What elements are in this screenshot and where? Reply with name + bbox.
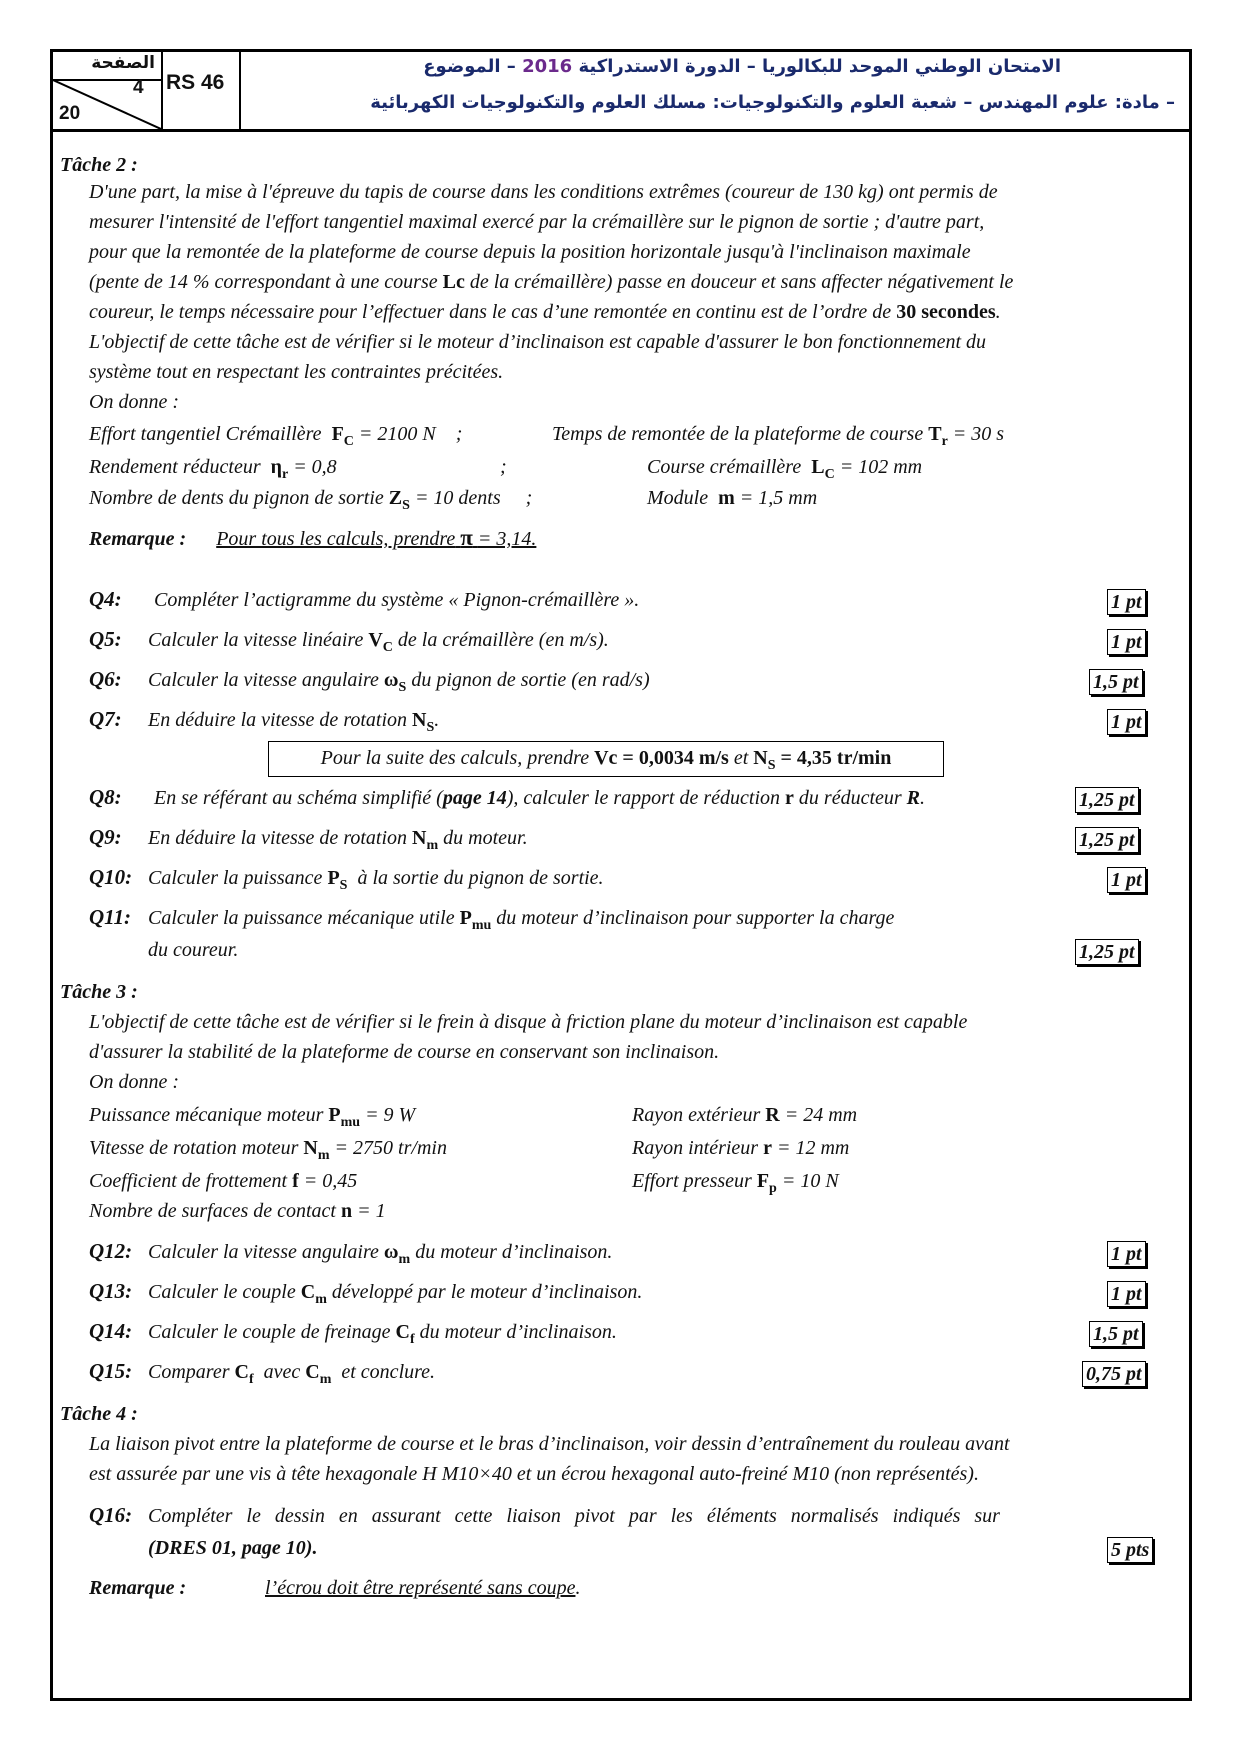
t2-line-4a: (pente de 14 % correspondant à une course [89, 271, 438, 293]
pmu-sub: mu [340, 1115, 361, 1130]
q14-text [148, 1321, 617, 1348]
t3-line-2: d'assurer la stabilité de la plateforme de course en conservant son inclinaison. [89, 1041, 720, 1063]
pmu-label: Puissance mécanique moteur [89, 1104, 324, 1126]
q8-b: ), calculer le rapport de réduction [506, 787, 781, 809]
q10-num: Q10: [89, 865, 133, 889]
nm-label: Vitesse de rotation moteur [89, 1137, 299, 1159]
q13-b: développé par le moteur d’inclinaison. [331, 1281, 643, 1303]
t2-line-1: D'une part, la mise à l'épreuve du tapis de course dans les conditions extrêmes (coureur de 130 kg) ont permis de [89, 181, 998, 203]
eta-val: = 0,8 [293, 456, 337, 478]
eta-sub: r [281, 467, 289, 482]
q11-sub: mu [471, 918, 492, 933]
q12-a: Calculer la vitesse angulaire [148, 1241, 379, 1263]
data-eta [89, 456, 337, 483]
pi-symbol: π [460, 525, 473, 550]
f-label: Coefficient de frottement [89, 1170, 288, 1192]
q16-ref [148, 1537, 317, 1560]
q7-a: En déduire la vitesse de rotation [148, 709, 408, 731]
q5-points: 1 pt [1107, 629, 1146, 655]
q12-num: Q12: [89, 1239, 133, 1263]
t3-on-donne: On donne : [89, 1071, 179, 1093]
tr-sym: T [928, 423, 942, 445]
q9-b: du moteur. [443, 827, 528, 849]
q8-c: du réducteur [798, 787, 902, 809]
q7-text [148, 709, 439, 736]
q6-text [148, 669, 650, 696]
remark-label: Remarque : [89, 528, 187, 550]
fp-sub: p [769, 1181, 777, 1196]
fp-label: Effort presseur [632, 1170, 752, 1192]
q5-a: Calculer la vitesse linéaire [148, 629, 364, 651]
r-label: Rayon intérieur [632, 1137, 759, 1159]
q4-points: 1 pt [1107, 589, 1146, 615]
R-sym: R [765, 1104, 780, 1126]
box-vc: Vc = 0,0034 m/s [594, 747, 729, 769]
data-n [89, 1200, 386, 1223]
q10-text [148, 867, 604, 894]
remark-t4 [89, 1577, 186, 1600]
fc-sub: C [343, 434, 354, 449]
q14-b: du moteur d’inclinaison. [419, 1321, 617, 1343]
q8-sym2: R [906, 787, 921, 809]
exam-title [243, 52, 1187, 129]
R-label: Rayon extérieur [632, 1104, 761, 1126]
q12-points: 1 pt [1107, 1241, 1146, 1267]
R-val: = 24 mm [784, 1104, 858, 1126]
r-sym: r [763, 1137, 772, 1159]
q6-a: Calculer la vitesse angulaire [148, 669, 379, 691]
q13-a: Calculer le couple [148, 1281, 296, 1303]
q8-ref: page 14 [442, 787, 507, 809]
q6-num: Q6: [89, 667, 122, 691]
q15-a: Comparer [148, 1361, 230, 1383]
q16-ref-text: (DRES 01, page 10). [148, 1537, 318, 1559]
exam-code-box [161, 52, 241, 129]
sep-3: ; [525, 487, 533, 509]
q7-sub: S [426, 720, 435, 735]
total-pages: 20 [59, 103, 81, 124]
q11-points: 1,25 pt [1075, 939, 1139, 965]
fc-label: Effort tangentiel Crémaillère [89, 423, 322, 445]
q12-sym: ω [383, 1241, 399, 1263]
q6-sub: S [398, 680, 407, 695]
q7-points: 1 pt [1107, 709, 1146, 735]
fc-val: = 2100 N [358, 423, 436, 445]
q15-points: 0,75 pt [1082, 1361, 1146, 1387]
n-sym: n [340, 1200, 353, 1222]
q11-a: Calculer la puissance mécanique utile [148, 907, 455, 929]
t2-30-seconds: 30 secondes [896, 301, 996, 323]
eta-sym: η [270, 456, 282, 478]
zs-sub: S [402, 498, 410, 513]
lc-sym: L [811, 456, 825, 478]
remark-t4-label: Remarque : [89, 1577, 187, 1599]
q16-points: 5 pts [1107, 1537, 1153, 1563]
q5-text [148, 629, 609, 656]
title-line-2: – مادة: علوم المهندس – شعبة العلوم والتكنولوجيات: مسلك العلوم والتكنولوجيات الكهربائية [370, 92, 1175, 113]
q5-b: de la crémaillère (en m/s). [397, 629, 609, 651]
q16-text: Compléter le dessin en assurant cette liaison pivot par les éléments normalisés indiqués sur [148, 1505, 1000, 1527]
q14-points: 1,5 pt [1089, 1321, 1143, 1347]
q16-num: Q16: [89, 1503, 133, 1527]
q8-points: 1,25 pt [1075, 787, 1139, 813]
q4-text: Compléter l’actigramme du système « Pignon-crémaillère ». [154, 589, 640, 611]
sep-2: ; [500, 456, 507, 478]
data-tr [552, 423, 1004, 450]
task3-title: Tâche 3 : [60, 981, 138, 1003]
t2-line-4b: de la crémaillère) passe en douceur et sans affecter négativement le [469, 271, 1014, 293]
t2-line-4 [89, 271, 1013, 294]
data-R [632, 1104, 857, 1127]
page-header [53, 52, 1189, 132]
exam-code: RS 46 [166, 71, 225, 94]
q9-a: En déduire la vitesse de rotation [148, 827, 408, 849]
t2-line-5a: coureur, le temps nécessaire pour l’effectuer dans le cas d’une remontée en continu est de l’ordre de [89, 301, 892, 323]
t4-line-2: est assurée par une vis à tête hexagonale H M10×40 et un écrou hexagonal auto-freiné M10 (non représentés). [89, 1463, 979, 1485]
q11-b: du moteur d’inclinaison pour supporter la charge [496, 907, 895, 929]
n-label: Nombre de surfaces de contact [89, 1200, 336, 1222]
q11-text [148, 907, 894, 934]
q6-b: du pignon de sortie (en rad/s) [411, 669, 650, 691]
f-sym: f [292, 1170, 299, 1192]
lc-val: = 102 mm [839, 456, 923, 478]
q14-sub: f [409, 1332, 415, 1347]
q8-num: Q8: [89, 785, 122, 809]
remark-t4-body: l’écrou doit être représenté sans coupe. [265, 1577, 581, 1599]
q10-points: 1 pt [1107, 867, 1146, 893]
sep-1: ; [455, 423, 463, 445]
q15-sub: f [248, 1372, 254, 1387]
q11-sym: P [459, 907, 472, 929]
q9-num: Q9: [89, 825, 122, 849]
q6-points: 1,5 pt [1089, 669, 1143, 695]
data-zs [89, 487, 532, 514]
data-f [89, 1170, 357, 1193]
q7-num: Q7: [89, 707, 122, 731]
m-sym: m [718, 487, 735, 509]
fp-val: = 10 N [781, 1170, 839, 1192]
q8-a: En se référant au schéma simplifié ( [154, 787, 443, 809]
q13-num: Q13: [89, 1279, 133, 1303]
q9-points: 1,25 pt [1075, 827, 1139, 853]
q15-sym2: C [305, 1361, 320, 1383]
page-label: الصفحة [91, 53, 155, 73]
q7-b: . [434, 709, 440, 731]
q11-text-2: du coureur. [148, 939, 239, 961]
q13-sym: C [300, 1281, 316, 1303]
data-module [647, 487, 817, 510]
t2-on-donne: On donne : [89, 391, 179, 413]
title-part-b: – الموضوع [423, 56, 516, 77]
q15-num: Q15: [89, 1359, 133, 1383]
q14-a: Calculer le couple de freinage [148, 1321, 391, 1343]
m-label: Module [647, 487, 709, 509]
q15-m: avec [263, 1361, 301, 1383]
q10-sub: S [339, 878, 348, 893]
nm-sym: N [303, 1137, 318, 1159]
q10-b: à la sortie du pignon de sortie. [357, 867, 604, 889]
lc-symbol: Lc [442, 271, 465, 293]
q15-sub2: m [319, 1372, 332, 1387]
q6-sym: ω [383, 669, 399, 691]
q15-sym: C [234, 1361, 249, 1383]
box-ns-val: = 4,35 tr/min [780, 747, 892, 769]
data-r [632, 1137, 849, 1160]
q11-num: Q11: [89, 905, 131, 929]
t2-line-5: coureur, le temps nécessaire pour l’effectuer dans le cas d’une remontée en continu est de l’ordre de 30 secondes. [89, 301, 1001, 323]
t2-line-3: pour que la remontée de la plateforme de course depuis la position horizontale jusqu'à l'inclinaison maximale [89, 241, 971, 263]
m-val: = 1,5 mm [739, 487, 818, 509]
data-fc [89, 423, 462, 450]
remark-t2 [89, 525, 536, 551]
t2-line-7: système tout en respectant les contraintes précitées. [89, 361, 504, 383]
page-number: 4 [133, 77, 144, 98]
q15-b: et conclure. [341, 1361, 436, 1383]
q5-sub: C [382, 640, 393, 655]
q8-d: . [920, 787, 926, 809]
task2-title: Tâche 2 : [60, 154, 138, 176]
q12-sub: m [398, 1252, 411, 1267]
q13-sub: m [315, 1292, 327, 1307]
q13-points: 1 pt [1107, 1281, 1146, 1307]
remark-t4-text: l’écrou doit être représenté sans coupe [265, 1577, 576, 1599]
t2-line-2: mesurer l'intensité de l'effort tangentiel maximal exercé par la crémaillère sur le pignon de sortie ; d'autre part, [89, 211, 985, 233]
q8-text [154, 787, 925, 810]
q4-num: Q4: [89, 587, 122, 611]
zs-val: = 10 dents [414, 487, 501, 509]
q10-sym: P [327, 867, 340, 889]
box-ns-sym: N [753, 747, 768, 769]
data-fp [632, 1170, 839, 1197]
q10-a: Calculer la puissance [148, 867, 323, 889]
pmu-sym: P [328, 1104, 341, 1126]
n-val: = 1 [357, 1200, 386, 1222]
r-val: = 12 mm [776, 1137, 850, 1159]
q9-text [148, 827, 528, 854]
q7-sym: N [412, 709, 427, 731]
q14-sym: C [395, 1321, 410, 1343]
data-lc [647, 456, 922, 483]
box-ns-sub: S [767, 758, 776, 773]
lc-sub: C [824, 467, 835, 482]
title-part-a: الامتحان الوطني الموحد للبكالوريا – الدورة الاستدراكية [578, 56, 1061, 77]
remark-text-a: Pour tous les calculs, prendre [216, 528, 456, 550]
fp-sym: F [756, 1170, 770, 1192]
box-a: Pour la suite des calculs, prendre [320, 747, 590, 769]
q5-sym: V [368, 629, 383, 651]
fc-sym: F [331, 423, 344, 445]
t3-line-1: L'objectif de cette tâche est de vérifier si le frein à disque à friction plane du moteur d’inclinaison est capable [89, 1011, 968, 1033]
box-et: et [733, 747, 749, 769]
pmu-val: = 9 W [365, 1104, 416, 1126]
q13-text [148, 1281, 642, 1308]
title-line-1 [423, 56, 1061, 77]
data-nm [89, 1137, 447, 1164]
zs-sym: Z [388, 487, 403, 509]
eta-label: Rendement réducteur [89, 456, 261, 478]
exam-year: 2016 [522, 56, 573, 77]
tr-label: Temps de remontée de la plateforme de course [552, 423, 924, 445]
task4-title: Tâche 4 : [60, 1403, 138, 1425]
q12-b: du moteur d’inclinaison. [415, 1241, 613, 1263]
f-val: = 0,45 [303, 1170, 358, 1192]
lc-label: Course crémaillère [647, 456, 802, 478]
nm-sub: m [317, 1148, 330, 1163]
remark-text-b: = 3,14. [477, 528, 537, 550]
nm-val: = 2750 tr/min [334, 1137, 447, 1159]
q5-num: Q5: [89, 627, 122, 651]
zs-label: Nombre de dents du pignon de sortie [89, 487, 384, 509]
q9-sym: N [412, 827, 427, 849]
q14-num: Q14: [89, 1319, 133, 1343]
t2-line-6: L'objectif de cette tâche est de vérifier si le moteur d’inclinaison est capable d'assurer le bon fonctionnement du [89, 331, 987, 353]
tr-sub: r [941, 434, 948, 449]
q12-text [148, 1241, 612, 1268]
q9-sub: m [426, 838, 439, 853]
q8-sym: r [785, 787, 794, 809]
calc-values-box [268, 741, 944, 777]
data-pmu [89, 1104, 415, 1131]
page-number-box [53, 52, 163, 129]
q15-text [148, 1361, 435, 1388]
tr-val: = 30 s [952, 423, 1005, 445]
t4-line-1: La liaison pivot entre la plateforme de course et le bras d’inclinaison, voir dessin d’entraînement du rouleau avant [89, 1433, 1010, 1455]
